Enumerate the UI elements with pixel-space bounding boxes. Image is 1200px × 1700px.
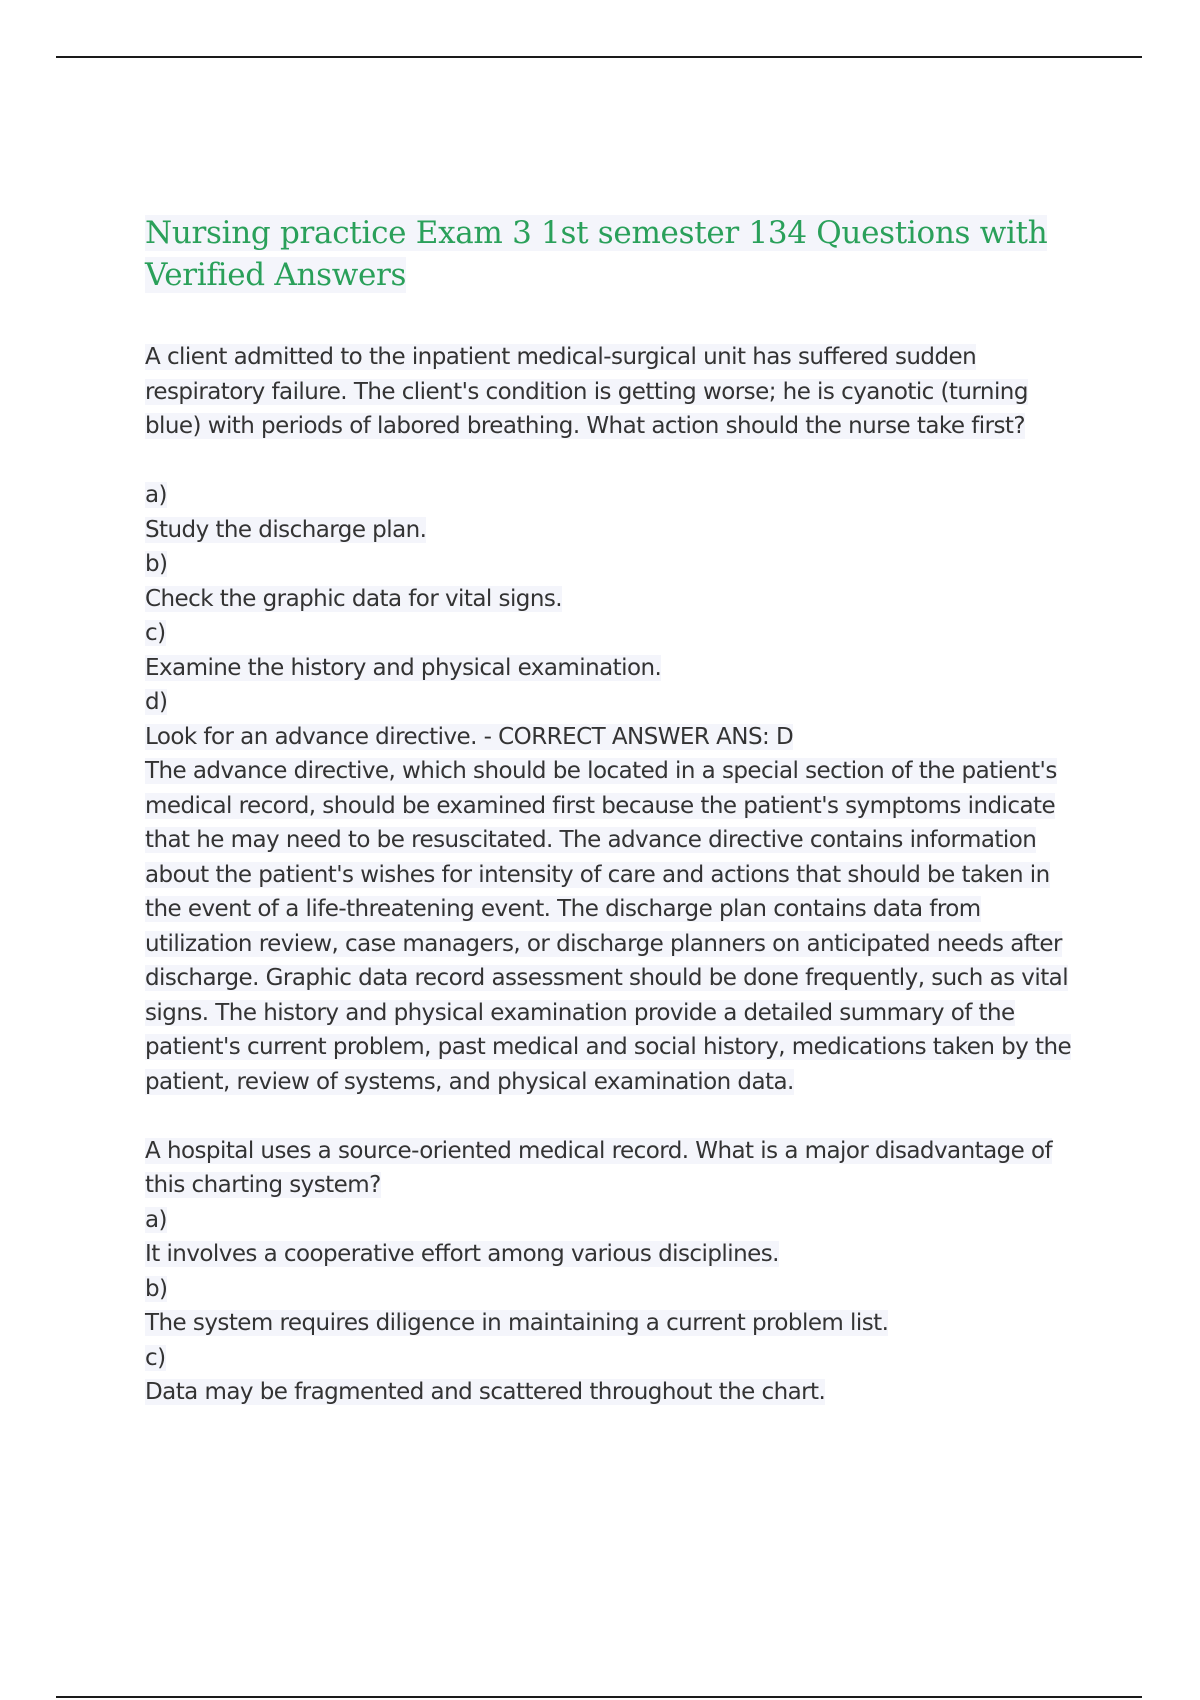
option-c-text: Data may be fragmented and scattered throughout the chart.: [145, 1379, 826, 1405]
spacer: [145, 1099, 1090, 1134]
option-a-text: Study the discharge plan.: [145, 516, 427, 543]
option-text: [145, 1375, 1090, 1410]
option-text: [145, 1237, 1090, 1272]
question-1: [145, 340, 1090, 1099]
spacer: [145, 444, 1090, 479]
option-letter: [145, 478, 1090, 513]
option-d-text: Look for an advance directive. - CORRECT ANSWER ANS: D: [145, 723, 794, 750]
option-letter: [145, 1203, 1090, 1238]
option-b-letter: b): [145, 1275, 168, 1302]
option-text: [145, 1306, 1090, 1341]
question-2-prompt-text: A hospital uses a source-oriented medical record. What is a major disadvantage of this charting system?: [145, 1137, 1053, 1198]
option-text-answer: [145, 720, 1090, 755]
option-a-letter: a): [145, 1206, 167, 1233]
document-title: [145, 212, 1090, 296]
option-text: [145, 582, 1090, 617]
option-c-letter: c): [145, 1344, 166, 1371]
option-b-text: Check the graphic data for vital signs.: [145, 585, 563, 612]
question-2-prompt: [145, 1134, 1090, 1203]
option-letter: [145, 1272, 1090, 1307]
option-text: [145, 513, 1090, 548]
question-1-prompt: [145, 340, 1090, 444]
option-c-letter: c): [145, 620, 166, 646]
option-d-letter: d): [145, 689, 168, 715]
option-a-text: It involves a cooperative effort among various disciplines.: [145, 1241, 779, 1267]
question-1-rationale: [145, 754, 1090, 1099]
option-letter: [145, 616, 1090, 651]
option-letter: [145, 547, 1090, 582]
rationale-text: The advance directive, which should be located in a special section of the patient's medical record, should be examined first because the patient's symptoms indicate that he may need to be resuscitated. The advance directive contains information about the patient's wishes for intensity of care and actions that should be taken in the event of a life-threatening event. The discharge plan contains data from utilization review, case managers, or discharge planners on anticipated needs after discharge. Graphic data record assessment should be done frequently, such as vital signs. The history and physical examination provide a detailed summary of the patient's current problem, past medical and social history, medications taken by the patient, review of systems, and physical examination data.: [145, 758, 1072, 1095]
option-c-text: Examine the history and physical examination.: [145, 654, 662, 681]
document-body: [145, 212, 1090, 1410]
option-b-letter: b): [145, 551, 168, 577]
footer-rule: [56, 1696, 1142, 1698]
header-rule: [56, 56, 1142, 58]
option-text: [145, 651, 1090, 686]
option-letter: [145, 1341, 1090, 1376]
option-a-letter: a): [145, 482, 167, 508]
option-b-text: The system requires diligence in maintaining a current problem list.: [145, 1310, 889, 1336]
question-2: [145, 1134, 1090, 1410]
document-title-text: Nursing practice Exam 3 1st semester 134 Questions with Verified Answers: [145, 215, 1048, 293]
option-letter: [145, 685, 1090, 720]
question-1-prompt-text: A client admitted to the inpatient medical-surgical unit has suffered sudden respiratory failure. The client's condition is getting worse; he is cyanotic (turning blue) with periods of labored breathing. What action should the nurse take first?: [145, 344, 1028, 439]
